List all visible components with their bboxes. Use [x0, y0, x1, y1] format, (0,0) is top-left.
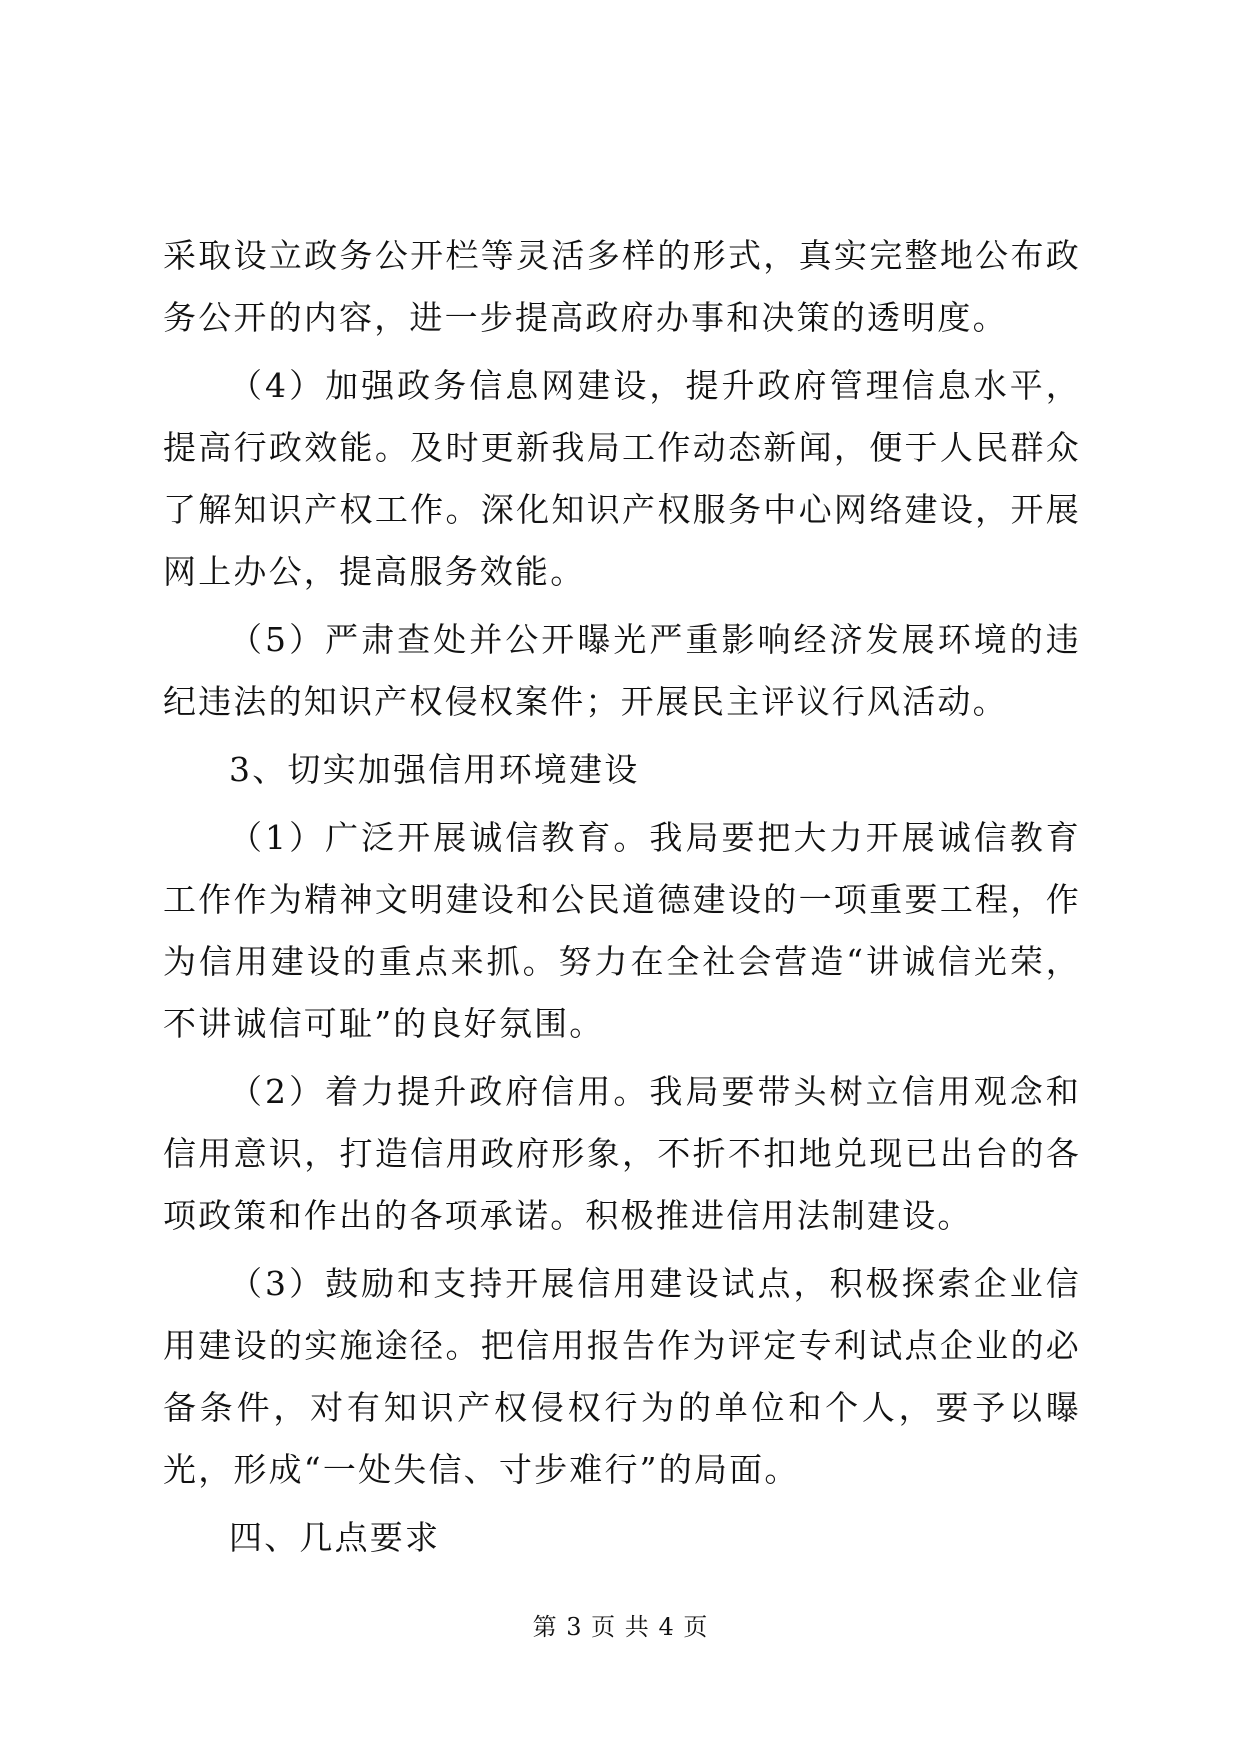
- section-heading-credit-environment: 3、切实加强信用环境建设: [229, 750, 640, 789]
- document-body: [163, 225, 1081, 1575]
- paragraph-item-5: （5）严肃查处并公开曝光严重影响经济发展环境的违纪违法的知识产权侵权案件；开展民主评议行风活动。: [163, 620, 1081, 721]
- paragraph-item-4: （4）加强政务信息网建设，提升政府管理信息水平，提高行政效能。及时更新我局工作动态新闻，便于人民群众了解知识产权工作。深化知识产权服务中心网络建设，开展网上办公，提高服务效能。: [163, 366, 1081, 591]
- paragraph-item-2: （2）着力提升政府信用。我局要带头树立信用观念和信用意识，打造信用政府形象，不折不扣地兑现已出台的各项政策和作出的各项承诺。积极推进信用法制建设。: [163, 1072, 1081, 1235]
- section-heading-requirements: 四、几点要求: [229, 1518, 441, 1557]
- page-number: 第 3 页 共 4 页: [532, 1613, 709, 1641]
- paragraph-continuation: 采取设立政务公开栏等灵活多样的形式，真实完整地公布政务公开的内容，进一步提高政府办事和决策的透明度。: [163, 236, 1081, 337]
- paragraph-item-1: （1）广泛开展诚信教育。我局要把大力开展诚信教育工作作为精神文明建设和公民道德建设的一项重要工程，作为信用建设的重点来抓。努力在全社会营造“讲诚信光荣，不讲诚信可耻”的良好氛围。: [163, 818, 1081, 1043]
- page-footer: [0, 1612, 1241, 1642]
- paragraph-item-3: （3）鼓励和支持开展信用建设试点，积极探索企业信用建设的实施途径。把信用报告作为评定专利试点企业的必备条件，对有知识产权侵权行为的单位和个人，要予以曝光，形成“一处失信、寸步难行”的局面。: [163, 1264, 1081, 1489]
